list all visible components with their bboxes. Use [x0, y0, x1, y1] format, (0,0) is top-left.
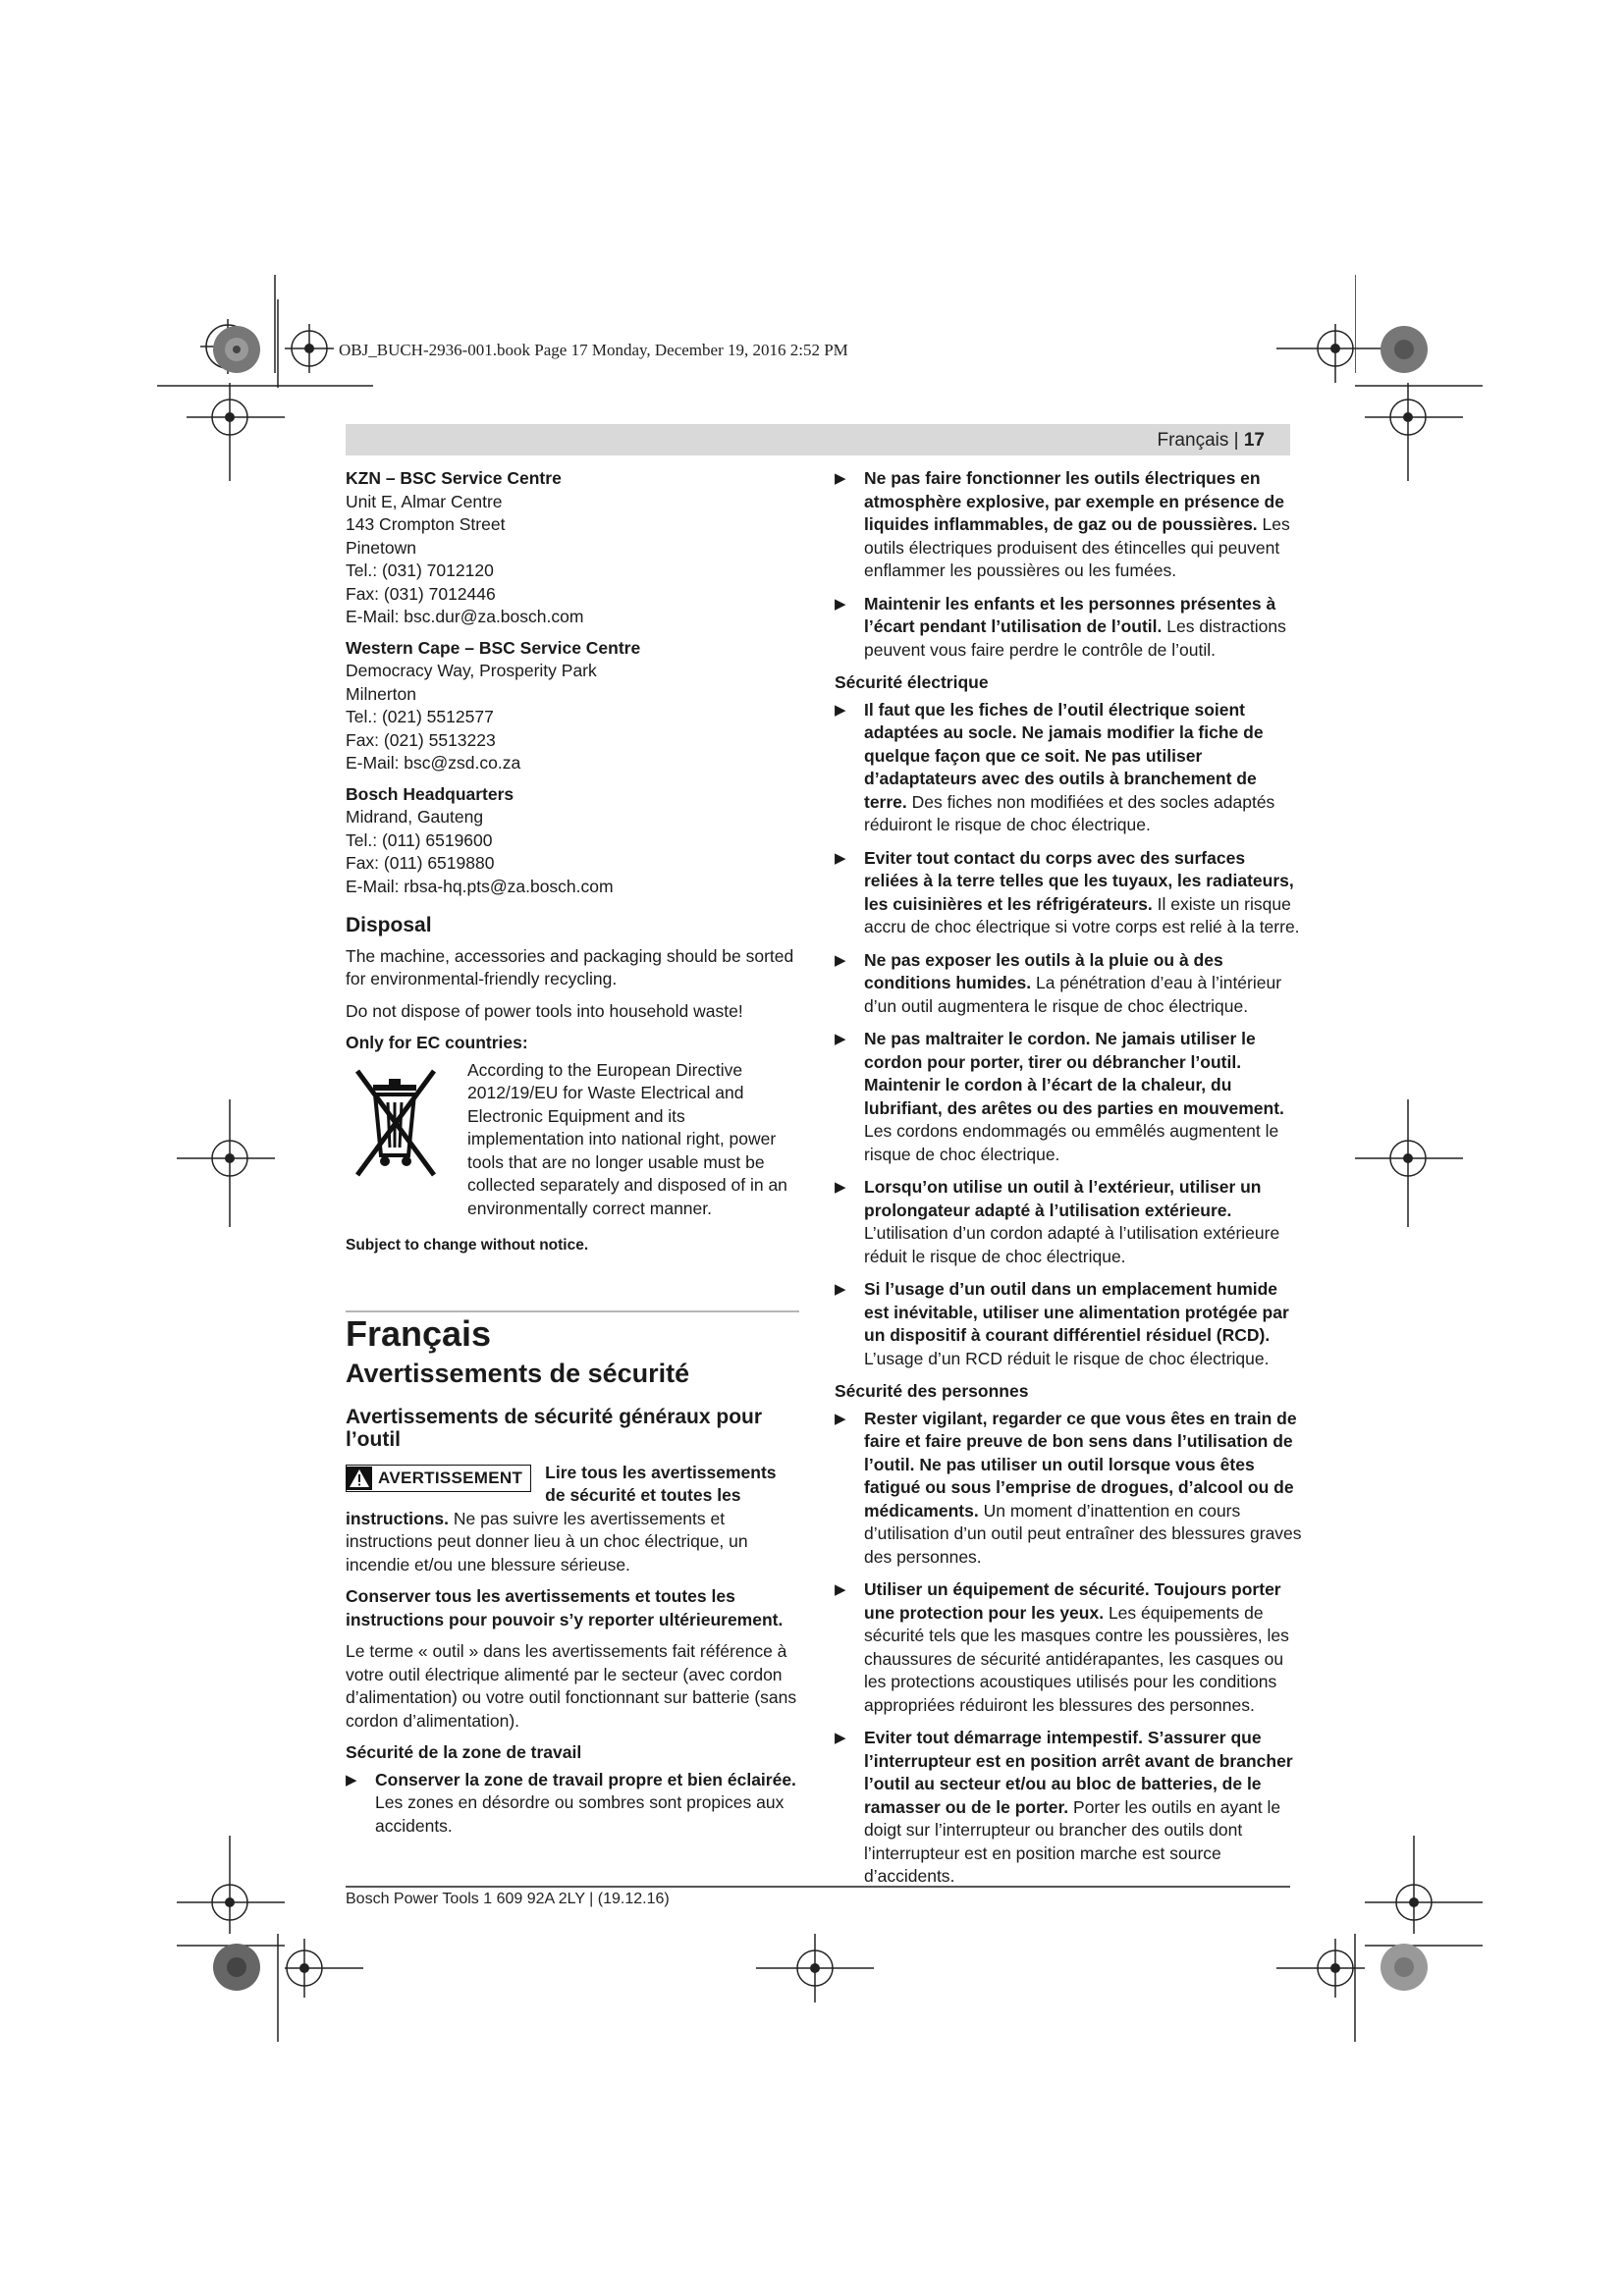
bullet-arrow-icon: ▶ — [835, 470, 846, 487]
contact-line: Fax: (011) 6519880 — [346, 853, 495, 873]
list-item-bold: Si l’usage d’un outil dans un emplacement humide est inévitable, utiliser une alimentation protégée par un dispositif à courant différentiel résiduel (RCD). — [864, 1279, 1289, 1345]
left-column — [346, 467, 799, 1847]
page-header-band — [346, 424, 1290, 455]
left-mid-target — [177, 1099, 275, 1227]
list-item — [835, 593, 1304, 663]
list-item-bold: Maintenir les enfants et les personnes présentes à l’écart pendant l’utilisation de l’outil. — [864, 593, 1276, 636]
contact-line: Democracy Way, Prosperity Park — [346, 661, 597, 680]
print-info-line: OBJ_BUCH-2936-001.book Page 17 Monday, December 19, 2016 2:52 PM — [339, 341, 848, 359]
list-item-text: Les équipements de sécurité tels que les masques contre les poussières, les chaussures de sécurité antidérapantes, les casques ou les protections acoustiques utilisés pour les conditions appropriées réduiront les blessures des personnes. — [864, 1602, 1289, 1715]
list-item-text: Un moment d’inattention en cours d’utilisation d’un outil peut entraîner des blessures graves des personnes. — [864, 1500, 1302, 1567]
contact-line: Pinetown — [346, 537, 416, 558]
footer-divider — [346, 1886, 1290, 1888]
list-item-bold: Utiliser un équipement de sécurité. Toujours porter une protection pour les yeux. — [864, 1579, 1281, 1623]
language-title: Français — [346, 1312, 492, 1354]
bullet-arrow-icon: ▶ — [835, 1581, 846, 1598]
contact-block — [346, 783, 799, 899]
left-registration-mark-top — [177, 383, 295, 501]
bullet-arrow-icon: ▶ — [835, 701, 846, 719]
list-item-bold: Lorsqu’on utilise un outil à l’extérieur, utiliser un prolongateur adapté à l’utilisation extérieure. — [864, 1177, 1262, 1220]
warning-badge — [346, 1465, 531, 1492]
bullet-arrow-icon: ▶ — [835, 1179, 846, 1196]
contact-block — [346, 467, 799, 629]
disposal-paragraph: Do not dispose of power tools into household waste! — [346, 1000, 743, 1021]
contact-line: Unit E, Almar Centre — [346, 491, 503, 511]
list-item — [835, 1278, 1304, 1370]
bottom-left-target-2 — [275, 1934, 363, 2042]
list-item — [835, 467, 1304, 583]
personal-safety-heading: Sécurité des personnes — [835, 1381, 1029, 1401]
top-left-target — [285, 324, 334, 373]
list-item-bold: Ne pas exposer les outils à la pluie ou à des conditions humides. — [864, 949, 1223, 992]
electrical-safety-heading: Sécurité électrique — [835, 672, 989, 692]
list-item-text: L’utilisation d’un cordon adapté à l’utilisation extérieure réduit le risque de choc électrique. — [864, 1223, 1280, 1266]
bullet-arrow-icon: ▶ — [835, 1281, 846, 1298]
contact-name: Western Cape – BSC Service Centre — [346, 637, 641, 658]
list-item — [835, 1408, 1304, 1570]
list-item-text: Les distractions peuvent vous faire perdre le contrôle de l’outil. — [864, 616, 1286, 660]
general-warnings-heading: Avertissements de sécurité généraux pour l’outil — [346, 1405, 763, 1451]
contact-line: E-Mail: bsc.dur@za.bosch.com — [346, 607, 584, 626]
bullet-arrow-icon: ▶ — [835, 849, 846, 867]
list-item-text: Porter les outils en ayant le doigt sur l’interrupteur ou brancher des outils dont l’interrupteur est en position marche est source d’accidents. — [864, 1796, 1281, 1886]
contact-line: Fax: (031) 7012446 — [346, 583, 496, 604]
list-item-text: Des fiches non modifiées et des socles adaptés réduiront le risque de choc électrique. — [864, 791, 1275, 834]
bullet-arrow-icon: ▶ — [835, 1031, 846, 1047]
registration-mark-top-left-rosette — [211, 324, 262, 375]
weee-text: According to the European Directive 2012/19/EU for Waste Electrical and Electronic Equipment and its implementation into national right, power tools that are no longer usable must be collected separately and disposed of in an environmentally correct manner. — [467, 1059, 787, 1218]
warning-text: Ne pas suivre les avertissements et instructions peut donner lieu à un choc électrique, un incendie et/ou une blessure sérieuse. — [346, 1508, 748, 1575]
list-item — [835, 847, 1304, 939]
list-item — [346, 1769, 799, 1839]
bottom-left-rosette — [211, 1942, 262, 1993]
list-item — [835, 1578, 1304, 1717]
crossed-out-bin-icon — [346, 1059, 454, 1221]
list-item-bold: Eviter tout démarrage intempestif. S’assurer que l’interrupteur est en position arrêt avant de brancher l’outil au secteur et/ou au bloc de batteries, de le ramasser ou de le porter. — [864, 1728, 1293, 1817]
contact-line: Milnerton — [346, 683, 416, 704]
list-item — [835, 699, 1304, 837]
list-item-bold: Rester vigilant, regarder ce que vous êtes en train de faire et faire preuve de bon sens dans l’utilisation de l’outil. Ne pas utiliser un outil lorsque vous êtes fatigué ou sous l’emprise de drogues, d’alcool ou de médicaments. — [864, 1408, 1297, 1521]
contact-name: Bosch Headquarters — [346, 783, 514, 804]
warning-paragraph — [346, 1462, 799, 1577]
list-item-text: L’usage d’un RCD réduit le risque de choc électrique. — [864, 1348, 1270, 1368]
contact-line: E-Mail: rbsa-hq.pts@za.bosch.com — [346, 876, 614, 896]
list-item — [835, 1028, 1304, 1166]
page-header: Français | 17 — [1157, 430, 1265, 451]
keep-instructions: Conserver tous les avertissements et toutes les instructions pour pouvoir s’y reporter ultérieurement. — [346, 1586, 784, 1629]
safety-heading: Avertissements de sécurité — [346, 1359, 690, 1388]
weee-notice — [346, 1059, 799, 1221]
bullet-arrow-icon: ▶ — [835, 951, 846, 969]
list-item-bold: Ne pas maltraiter le cordon. Ne jamais utiliser le cordon pour porter, tirer ou débrancher l’outil. Maintenir le cordon à l’écart de la chaleur, du lubrifiant, des arêtes ou des parties en mouvement. — [864, 1029, 1284, 1118]
warning-triangle-icon — [347, 1467, 372, 1490]
bullet-arrow-icon: ▶ — [835, 1410, 846, 1427]
contact-line: Midrand, Gauteng — [346, 807, 484, 827]
bottom-center-target — [756, 1934, 874, 2002]
list-item-bold: Ne pas faire fonctionner les outils électriques en atmosphère explosive, par exemple en présence de liquides inflammables, de gaz ou de poussières. — [864, 468, 1284, 534]
list-item — [835, 1176, 1304, 1268]
list-item — [835, 949, 1304, 1019]
term-definition: Le terme « outil » dans les avertissements fait référence à votre outil électrique alimenté par le secteur (avec cordon d’alimentation) ou votre outil fonctionnant sur batterie (sans cordon d’alimentation). — [346, 1641, 797, 1731]
contact-line: Fax: (021) 5513223 — [346, 729, 496, 750]
contact-block — [346, 637, 799, 775]
page-footer: Bosch Power Tools 1 609 92A 2LY | (19.12.16) — [346, 1891, 670, 1907]
bullet-arrow-icon: ▶ — [835, 595, 846, 613]
header-language: Français — [1157, 430, 1229, 451]
section-divider — [346, 1310, 799, 1312]
work-area-heading: Sécurité de la zone de travail — [346, 1742, 582, 1762]
page-number: 17 — [1243, 430, 1265, 451]
list-item-text: La pénétration d’eau à l’intérieur d’un outil augmentera le risque de choc électrique. — [864, 973, 1282, 1016]
contact-line: Tel.: (011) 6519600 — [346, 829, 493, 850]
contact-line: 143 Crompton Street — [346, 514, 506, 534]
warning-word: AVERTISSEMENT — [378, 1468, 523, 1487]
list-item-text: Les outils électriques produisent des étincelles qui peuvent enflammer les poussières ou les fumées. — [864, 514, 1290, 580]
top-right-crop — [1355, 275, 1483, 491]
bullet-arrow-icon: ▶ — [835, 1730, 846, 1746]
bottom-right-target — [1276, 1836, 1483, 2042]
right-mid-target — [1355, 1099, 1473, 1227]
right-column — [835, 467, 1304, 1898]
bottom-right-rosette — [1379, 1942, 1430, 1993]
list-item-text: Les cordons endommagés ou emmêlés augmentent le risque de choc électrique. — [864, 1121, 1279, 1164]
list-item-bold: Il faut que les fiches de l’outil électrique soient adaptées au socle. Ne jamais modifier la fiche de quelque façon que ce soit. Ne pas utiliser d’adaptateurs avec des outils à branchement de terre. — [864, 699, 1264, 812]
list-item-text: Les zones en désordre ou sombres sont propices aux accidents. — [375, 1792, 785, 1836]
list-item-bold: Eviter tout contact du corps avec des surfaces reliées à la terre telles que les tuyaux, les radiateurs, les cuisinières et les réfrigérateurs. — [864, 847, 1294, 914]
change-notice: Subject to change without notice. — [346, 1237, 589, 1254]
contact-line: E-Mail: bsc@zsd.co.za — [346, 753, 521, 773]
contact-line: Tel.: (031) 7012120 — [346, 561, 494, 580]
contact-name: KZN – BSC Service Centre — [346, 468, 562, 488]
list-item-text: Il existe un risque accru de choc électrique si votre corps est relié à la terre. — [864, 893, 1300, 936]
disposal-heading: Disposal — [346, 914, 432, 936]
contact-line: Tel.: (021) 5512577 — [346, 707, 494, 726]
ec-countries-label: Only for EC countries: — [346, 1033, 528, 1052]
list-item — [835, 1727, 1304, 1889]
bullet-arrow-icon: ▶ — [346, 1771, 357, 1789]
warning-bold: Lire tous les avertissements de sécurité et toutes les instructions. — [346, 1462, 777, 1528]
disposal-paragraph: The machine, accessories and packaging should be sorted for environmental-friendly recycling. — [346, 945, 794, 988]
list-item-bold: Conserver la zone de travail propre et bien éclairée. — [375, 1769, 796, 1789]
